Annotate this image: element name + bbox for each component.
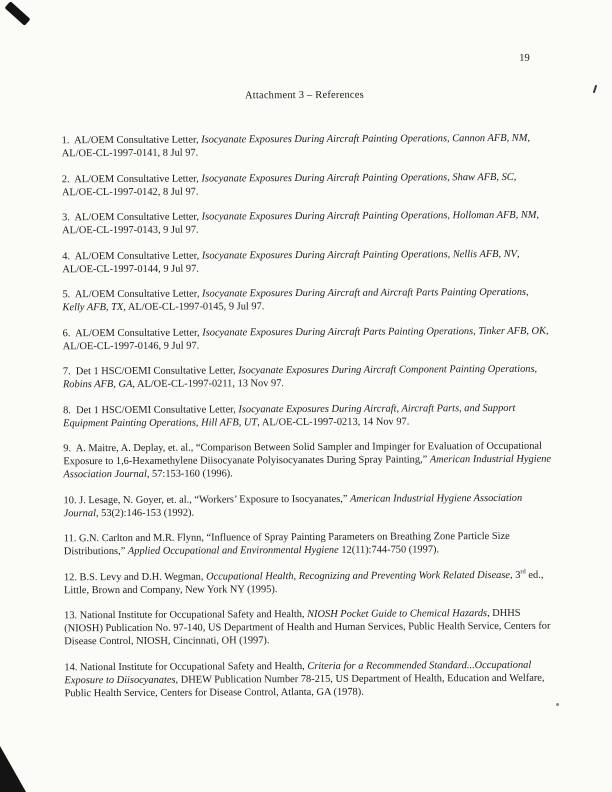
reference-text-segment: Isocyanate Exposures During Aircraft Parts Painting Operations, Tinker AFB, OK [202,325,547,339]
reference-item [62,132,551,161]
reference-item [63,363,552,392]
reference-text-segment: 7. Det 1 HSC/OEMI Consultative Letter, [62,365,239,378]
reference-text-segment: 11. G.N. Carlton and M.R. Flynn, “Influence of Spray Painting Parameters on Breathing Zone Particle Size Distributions,” [63,530,513,558]
reference-text-segment: , DHEW Publication Number 78-215, US Department of Health, Education and Welfare, Public Health Service, Centers for Disease Control, Atlanta, GA (1978). [64,672,548,699]
reference-item [63,440,552,482]
reference-text-segment: rd [520,567,526,575]
reference-text-segment: 2. AL/OEM Consultative Letter, [61,173,202,185]
reference-text-segment: 9. A. Maitre, A. Deplay, et. al., “Comparison Between Solid Sampler and Impinger for Evaluation of Occupational Exposure to 1,6-Hexamethylene Diisocyanate Polyisocyanates During Spray Painting,” [63,440,545,468]
reference-text-segment: , AL/OE-CL-1997-0145, 9 Jul 97. [123,301,265,313]
reference-text-segment: , 53(2):146-153 (1992). [95,507,195,519]
reference-text-segment: Isocyanate Exposures During Aircraft Component Painting Operations, Robins AFB, GA [62,363,540,391]
reference-text-segment: Isocyanate Exposures During Aircraft and Aircraft Parts Painting Operations, Kelly AFB, TX [62,286,532,314]
reference-text-segment: Isocyanate Exposures During Aircraft Painting Operations, Nellis AFB, NV [201,248,518,262]
reference-text-segment: Criteria for a Recommended Standard...Occupational Exposure to Diisocyanates [64,659,534,686]
reference-text-segment: American Industrial Hygiene Association Journal [63,492,525,519]
references-list [62,132,554,713]
reference-text-segment: 10. J. Lesage, N. Goyer, et. al., “Workers’ Exposure to Isocyanates,” [63,493,351,506]
reference-text-segment: Occupational Health, Recognizing and Preventing Work Related Disease [206,569,511,583]
reference-item [62,286,551,315]
page-title: Attachment 3 – References [244,89,364,102]
reference-text-segment: 4. AL/OEM Consultative Letter, [62,250,202,262]
reference-text-segment: , 3 [510,569,521,581]
reference-item [62,247,551,276]
reference-text-segment: , AL/OE-CL-1997-0142, 8 Jul 97. [61,171,519,198]
reference-item [62,209,551,238]
reference-item [63,324,552,353]
reference-item [64,607,553,649]
reference-text-segment: 1. AL/OEM Consultative Letter, [61,134,202,147]
reference-text-segment: , AL/OE-CL-1997-0213, 14 Nov 97. [257,415,410,428]
reference-text-segment: , AL/OE-CL-1997-0211, 13 Nov 97. [132,378,285,390]
reference-text-segment: Isocyanate Exposures During Aircraft, Aircraft Parts, and Support Equipment Painting Operations, Hill AFB, UT [63,402,519,429]
reference-text-segment: , AL/OE-CL-1997-0146, 9 Jul 97. [62,325,551,352]
reference-text-segment: 14. National Institute for Occupational Safety and Health, [64,660,308,673]
reference-text-segment: 12(11):744-750 (1997). [338,544,440,556]
reference-text-segment: Isocyanate Exposures During Aircraft Painting Operations, Cannon AFB, NM [201,132,528,146]
reference-item [62,170,551,199]
reference-item [64,568,553,597]
reference-text-segment: NIOSH Pocket Guide to Chemical Hazards [307,608,488,620]
reference-text-segment: , AL/OE-CL-1997-0144, 9 Jul 97. [62,248,522,275]
reference-text-segment: , AL/OE-CL-1997-0143, 9 Jul 97. [62,209,542,237]
reference-text-segment: 13. National Institute for Occupational Safety and Health, [64,608,308,622]
reference-text-segment: 6. AL/OEM Consultative Letter, [62,327,203,339]
reference-item [63,401,552,430]
reference-item [64,530,553,559]
reference-text-segment: , 57:153-160 (1996). [146,468,233,480]
page-number: 19 [519,52,530,64]
reference-text-segment: Applied Occupational and Environmental Hygiene [127,544,339,557]
reference-text-segment: American Industrial Hygiene Association Journal [63,453,554,481]
reference-text-segment: 5. AL/OEM Consultative Letter, [62,288,203,301]
reference-text-segment: , AL/OE-CL-1997-0141, 8 Jul 97. [61,132,533,160]
reference-text-segment: Isocyanate Exposures During Aircraft Painting Operations, Shaw AFB, SC [201,171,514,185]
reference-text-segment: , DHHS (NIOSH) Publication No. 97-140, US Department of Health and Human Services, Public Health Service, Centers for Disease Control, NIOSH, Cincinnati, OH (1997). [64,607,554,648]
reference-text-segment: Isocyanate Exposures During Aircraft Painting Operations, Holloman AFB, NM [201,209,537,223]
reference-text-segment: ed., Little, Brown and Company, New York NY (1995). [63,569,547,596]
reference-text-segment: 8. Det 1 HSC/OEMI Consultative Letter, [63,403,239,416]
reference-item [64,658,553,700]
reference-text-segment: 3. AL/OEM Consultative Letter, [62,211,202,224]
reference-text-segment: 12. B.S. Levy and D.H. Wegman, [63,571,207,583]
reference-item [64,491,553,520]
